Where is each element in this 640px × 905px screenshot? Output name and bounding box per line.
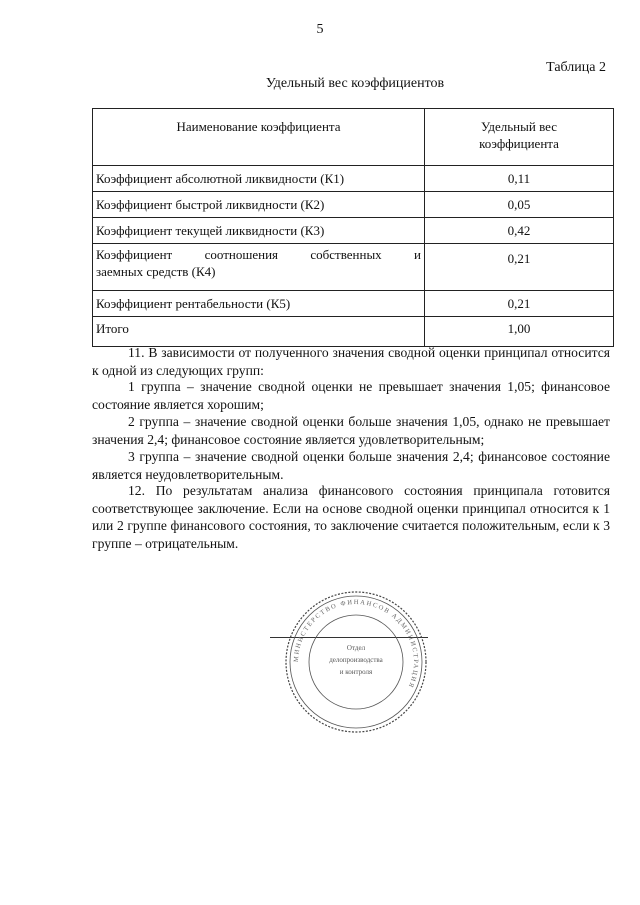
row-value: 0,05 (425, 192, 614, 218)
paragraph-group-1-text: 1 группа – значение сводной оценки не превышает значения 1,05; финансовое состояние является хорошим; (92, 379, 610, 412)
paragraph-12-text: 12. По результатам анализа финансового состояния принципала готовится соответствующее заключение. Если на основе сводной оценки принципал относится к 1 или 2 группе финансового состояния, то заключение считается положительным, если к 3 группе – отрицательным. (92, 483, 610, 551)
row-name: Коэффициент абсолютной ликвидности (К1) (93, 166, 425, 192)
seal-ring-text: МИНИСТЕРСТВО ФИНАНСОВ АДМИНИСТРАЦИЯ (292, 598, 420, 690)
paragraph-12 (92, 482, 610, 552)
row-value: 0,42 (425, 218, 614, 244)
table-caption: Таблица 2 (546, 60, 606, 75)
page-number: 5 (316, 22, 324, 37)
paragraph-11 (92, 344, 610, 379)
table-row (93, 244, 614, 291)
row-name: Коэффициент текущей ликвидности (К3) (93, 218, 425, 244)
row-name-line1: Коэффициент соотношения собственных и (96, 247, 421, 262)
row-name: Коэффициент быстрой ликвидности (К2) (93, 192, 425, 218)
seal-line-3: и контроля (339, 668, 373, 676)
row-value: 0,21 (425, 291, 614, 317)
table-row (93, 166, 614, 192)
paragraph-group-2 (92, 413, 610, 448)
table-header-row (93, 109, 614, 166)
paragraph-group-3-text: 3 группа – значение сводной оценки больше значения 2,4; финансовое состояние является неудовлетворительным. (92, 449, 610, 482)
column-header-name: Наименование коэффициента (93, 109, 425, 166)
table-row (93, 218, 614, 244)
column-header-weight (425, 109, 614, 166)
coefficient-table (92, 108, 614, 347)
paragraph-group-2-text: 2 группа – значение сводной оценки больше значения 1,05, однако не превышает значения 2,4; финансовое состояние является удовлетворительным; (92, 414, 610, 447)
paragraph-group-3 (92, 448, 610, 483)
total-label: Итого (93, 317, 425, 347)
row-name: Коэффициент рентабельности (К5) (93, 291, 425, 317)
total-value: 1,00 (425, 317, 614, 347)
row-name (93, 244, 425, 291)
row-value: 0,11 (425, 166, 614, 192)
column-header-weight-line2: коэффициента (479, 136, 559, 151)
paragraph-group-1 (92, 378, 610, 413)
table-title: Удельный вес коэффициентов (265, 76, 445, 91)
seal-icon (278, 588, 434, 736)
table-row (93, 192, 614, 218)
table-row (93, 291, 614, 317)
row-value: 0,21 (425, 244, 614, 291)
table-total-row (93, 317, 614, 347)
official-seal (278, 588, 434, 736)
column-header-weight-line1: Удельный вес (480, 119, 557, 134)
seal-line-1: Отдел (346, 644, 366, 652)
seal-line-2: делопроизводства (329, 656, 383, 664)
paragraph-11-text: 11. В зависимости от полученного значения сводной оценки принципал относится к одной из следующих групп: (92, 345, 610, 378)
row-name-line2: заемных средств (К4) (96, 264, 216, 279)
